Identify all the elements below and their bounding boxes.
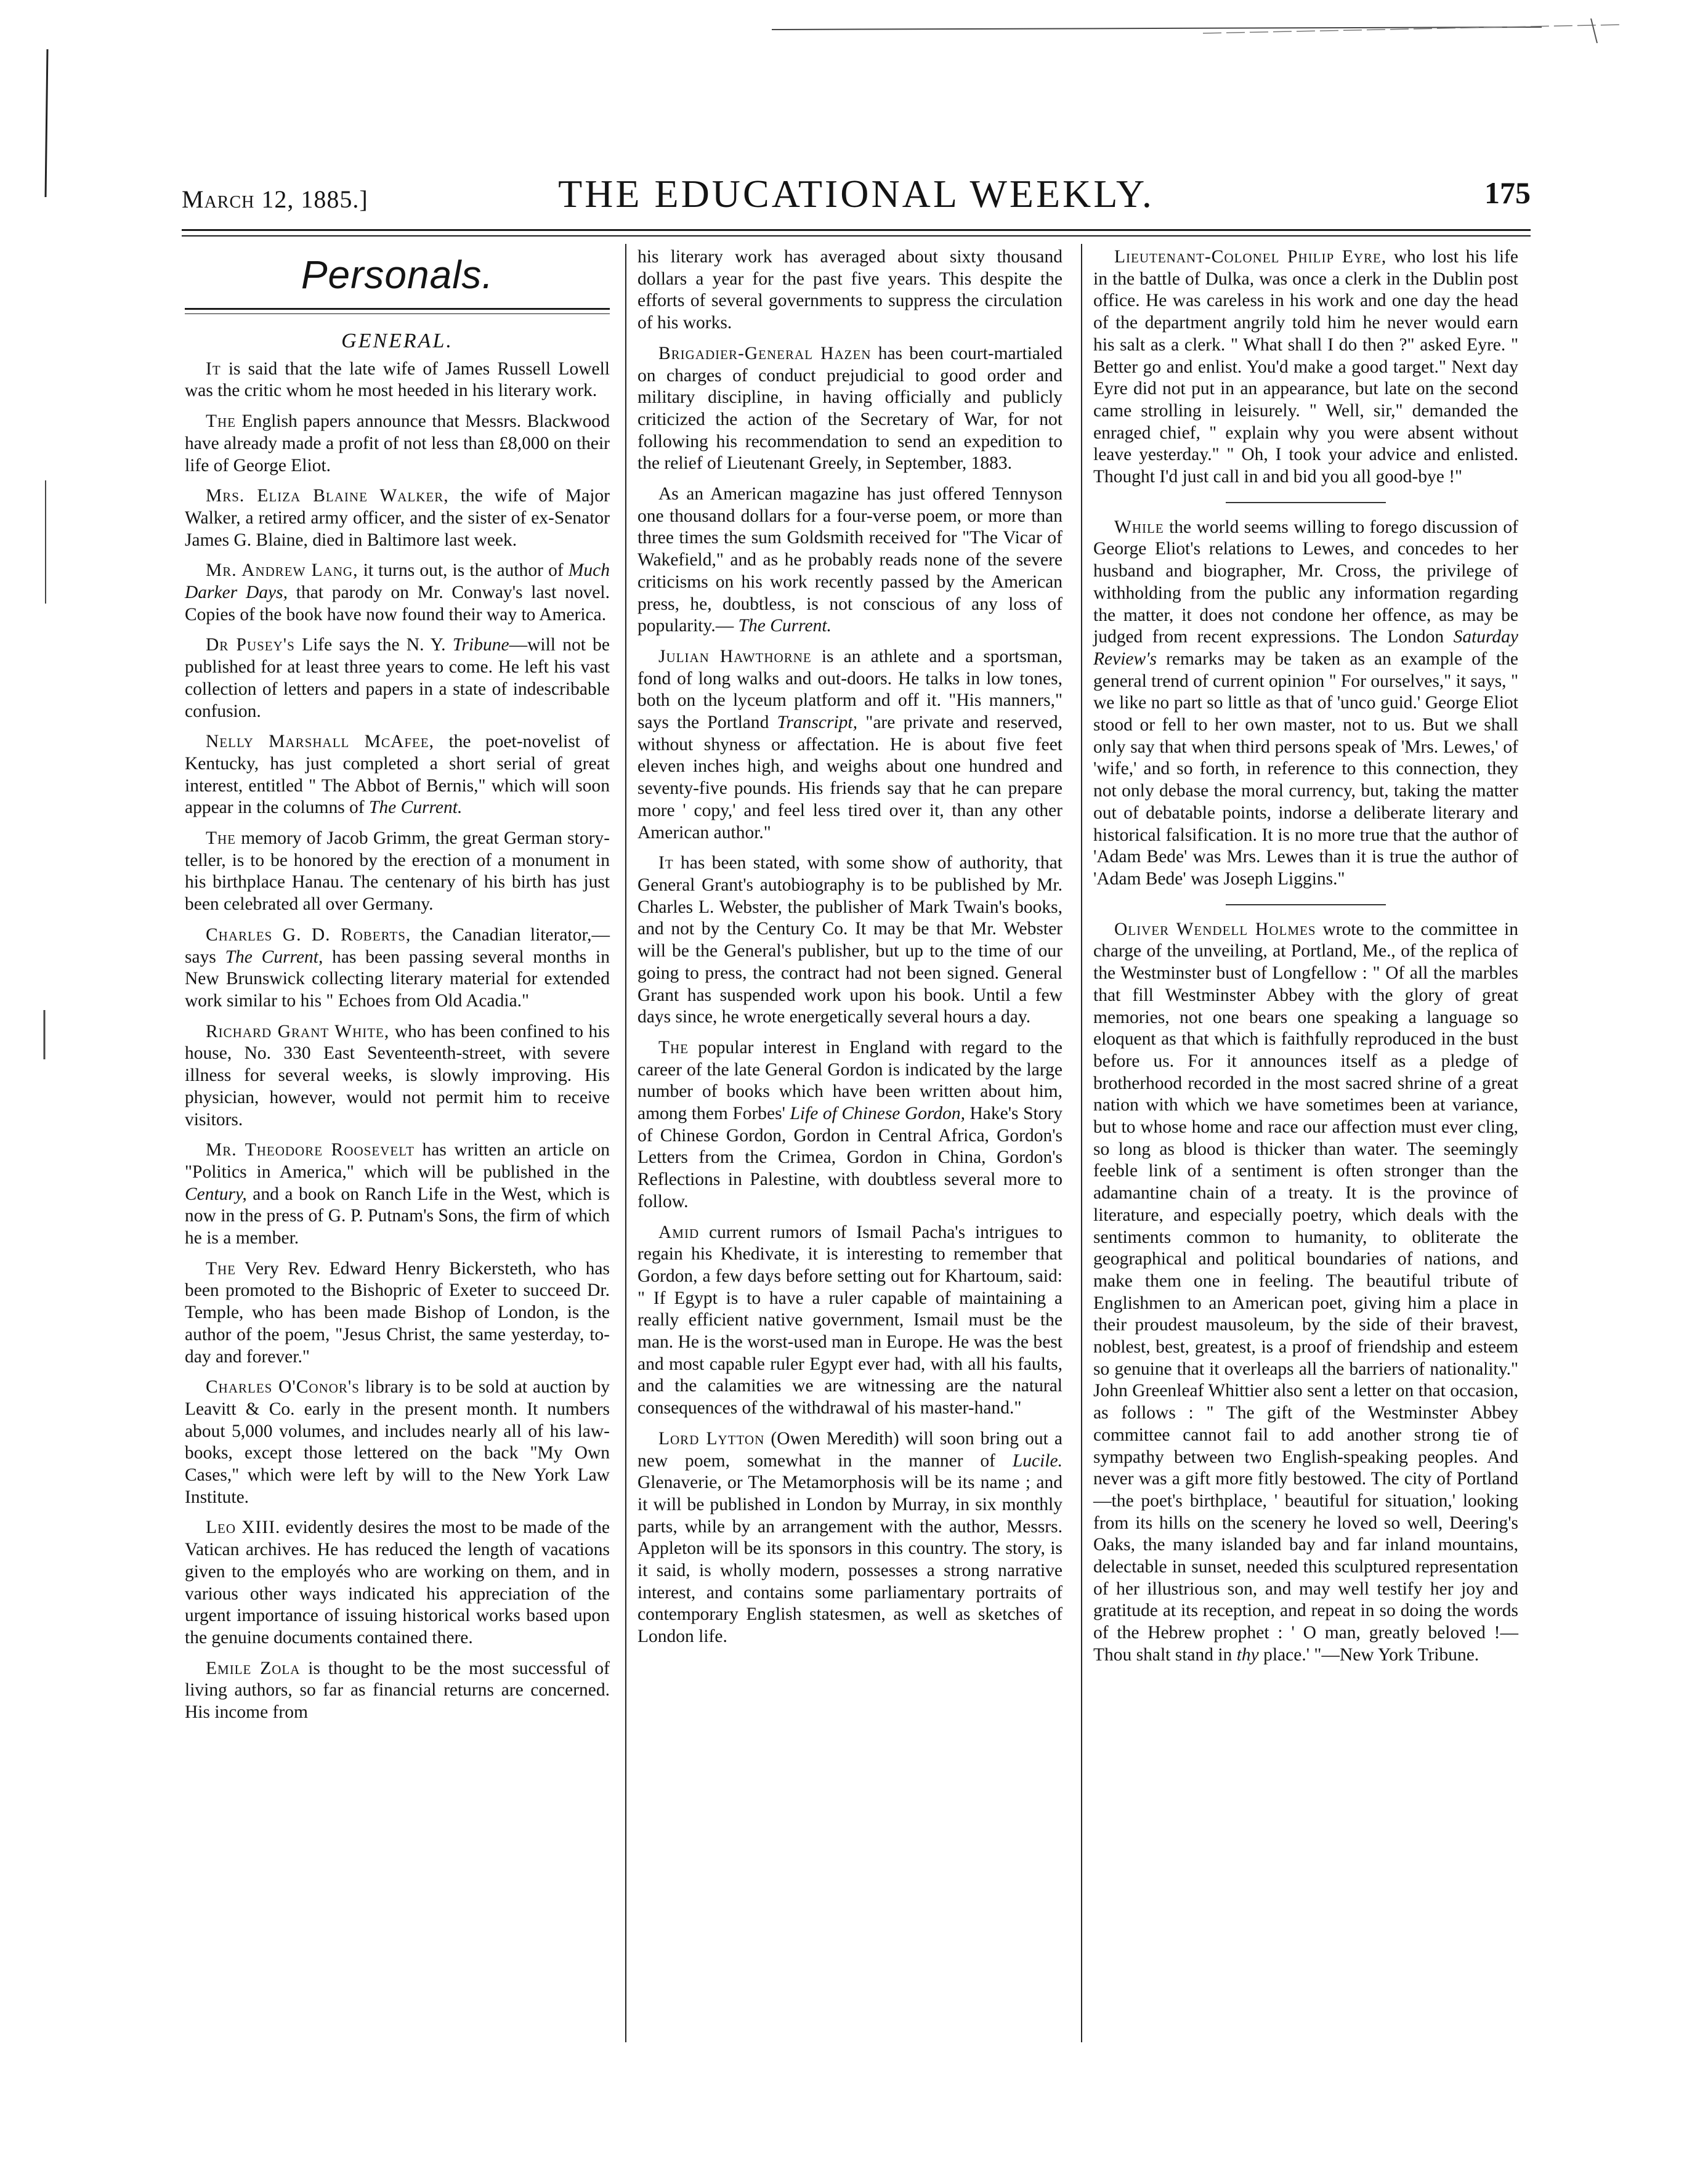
article-item <box>637 852 1062 1029</box>
item-separator <box>1226 502 1386 503</box>
item-text: is thought to be the most successful of living authors, so far as financial returns are concerned. His income from <box>185 1658 610 1723</box>
article-item <box>1093 246 1518 488</box>
item-text: is said that the late wife of James Russell Lowell was the critic whom he most heeded in his literary work. <box>185 358 610 401</box>
article-item <box>1093 919 1518 1667</box>
item-text: Very Rev. Edward Henry Bickersteth, who has been promoted to the Bishopric of Exeter to succeed Dr. Temple, who has been made Bishop of London, is the author of the poem, "Jesus Christ, the same yesterday, to-day and forever." <box>185 1258 610 1367</box>
item-text: place.' "—New York Tribune. <box>1258 1644 1479 1665</box>
item-text: the Canadian literator,—says <box>185 924 610 967</box>
item-italic: The Current. <box>738 616 832 636</box>
item-text: the wife of Major Walker, a retired army officer, and the sister of ex-Senator James G. Blaine, died in Baltimore last week. <box>185 486 610 550</box>
item-text: As an American magazine has just offered Tennyson one thousand dollars for a four-verse poem, or more than three times the sum Goldsmith received for "The Vicar of Wakefield," and as he probably reads none of the severe criticisms on his work recently passed by the American press, he, doubtless, is not conscious of any loss of popularity.— <box>637 484 1062 636</box>
item-text: evidently desires the most to be made of the Vatican archives. He has reduced the length of vacations given to the employés who are working on them, and in various other ways indicated his appreciation of the urgent importance of issuing historical works based upon the genuine documents contained there. <box>185 1518 610 1647</box>
item-lead: The <box>206 1258 237 1279</box>
article-item <box>637 343 1062 475</box>
item-italic: Saturday Review's <box>1093 627 1518 669</box>
article-item <box>185 1517 610 1649</box>
item-italic: Century, <box>185 1184 247 1204</box>
article-item <box>185 358 610 402</box>
item-lead: Leo XIII. <box>206 1518 281 1538</box>
article-item <box>637 1222 1062 1420</box>
item-text: is an athlete and a sportsman, fond of long walks and out-doors. He talks in low tones, both on the lyceum platform and off it. "His manners," says the Portland <box>637 646 1062 733</box>
column-divider-2 <box>1081 244 1082 2042</box>
item-lead: The <box>658 1037 689 1057</box>
item-lead: Amid <box>658 1222 700 1242</box>
item-text: has been court-martialed on charges of conduct prejudicial to good order and military discipline, in having officially and publicly criticized the action of the Secretary of War, for not following his recommendation to send an expedition to the relief of Lieutenant Greely, in September, 1883. <box>637 343 1062 474</box>
item-text: "are private and reserved, without shyness or affectation. He is about five feet eleven inches high, and weighs about one hundred and seventy-five pounds. His friends say that he can prepare more ' copy,' and feel less tired over it, than any other American author." <box>637 713 1062 843</box>
item-lead: Lord Lytton <box>658 1428 765 1449</box>
item-lead: The <box>206 828 237 849</box>
item-lead: Richard Grant White, <box>206 1021 390 1041</box>
item-lead: Oliver Wendell Holmes <box>1114 919 1316 939</box>
item-text: who lost his life in the battle of Dulka, was once a clerk in the Dublin post office. He was careless in his work and one day the head of the department angrily told him he never would earn his salt as a clerk. " What shall I do then ?" asked Eyre. " Better go and enlist. You'd make a good target." Next day Eyre did not put in an appearance, but late on the second came strolling in leisurely. " Well, sir," demanded the enraged chief, " explain why you were absent without leave yesterday." " Oh, I took your advice and enlisted. Thought I'd just call in and bid you all good-bye !" <box>1093 247 1518 487</box>
article-item <box>185 1258 610 1368</box>
column-divider-1 <box>625 244 626 2042</box>
publication-title: THE EDUCATIONAL WEEKLY. <box>558 172 1154 216</box>
item-text: memory of Jacob Grimm, the great German story-teller, is to be honored by the erection of a monument in his birthplace Hanau. The centenary of his birth has just been celebrated all over Germany. <box>185 828 610 915</box>
issue-date: March 12, 1885.] <box>182 185 368 213</box>
item-lead: Mr. Andrew Lang, <box>206 560 358 581</box>
item-text: popular interest in England with regard to the career of the late General Gordon is indicated by the large number of books which have been written about him, among them Forbes' <box>637 1037 1062 1124</box>
article-item <box>185 1139 610 1250</box>
article-item <box>637 646 1062 844</box>
item-text: wrote to the committee in charge of the unveiling, at Portland, Me., of the replica of the Westminster bust of Longfellow : " Of all the marbles that fill Westminster Abbey with the glory of great memories, not one bears one speaking a language so eloquent as that which is faithfully reproduced in the bust before us. For it announces itself as a pledge of brotherhood recorded in the most sacred shrine of a great nation with which we have sometimes been at variance, but to whose home and race our affection must ever cling, so long as blood is thicker than water. The seemingly feeble link of a sentiment is often stronger than the adamantine chain of a treaty. It is the province of literature, and especially poetry, which deals with the sentiments common to humanity, to obliterate the geographical and political boundaries of nations, and make them one in feeling. The beautiful tribute of Englishmen to an American poet, giving him a place in their proudest mausoleum, by the side of their bravest, noblest, best, greatest, is a proof of friendship and esteem so genuine that it overleaps all the barriers of nationality." John Greenleaf Whittier also sent a letter on that occasion, as follows : " The gift of the Westminster Abbey committee cannot fail to add another strong tie of sympathy between two English-speaking peoples. And never was a gift more fitly bestowed. The city of Portland—the poet's birthplace, ' beautiful for situation,' looking from its hills on the scenery he loved so well, Deering's Oaks, the many islanded bay and far inland mountains, delectable in sunset, needed this sculptured representation of her illustrious son, and may well testify her joy and gratitude at its reception, and repeat in so doing the words of the Hebrew prophet : ' O man, greatly beloved !— Thou shalt stand in <box>1093 919 1518 1665</box>
article-item <box>185 485 610 551</box>
article-item <box>185 828 610 916</box>
item-italic: Life of Chinese Gordon, <box>790 1104 965 1124</box>
article-item <box>1093 517 1518 891</box>
binding-edge-mark <box>38 49 57 1059</box>
page-number: 175 <box>1484 176 1531 210</box>
item-text: current rumors of Ismail Pacha's intrigues to regain his Khedivate, it is interesting to remember that Gordon, a few days before setting out for Khartoum, said: " If Egypt is to have a ruler capable of maintaining a really efficient native government, Ismail must be the man. He is the worst-used man in Europe. He was the best and most capable ruler Egypt ever had, with all his faults, and the calamities we are witnessing are the natural consequences of the withdrawal of his master-hand." <box>637 1222 1062 1418</box>
subsection-title: GENERAL. <box>341 329 453 352</box>
item-lead: It <box>206 358 221 379</box>
column-2 <box>637 246 1062 1657</box>
section-rule <box>185 308 610 314</box>
item-italic: Transcript, <box>777 713 858 733</box>
item-lead: Charles G. D. Roberts, <box>206 924 411 945</box>
item-text: it turns out, is the author of <box>358 560 569 581</box>
item-text: has written an article on "Politics in America," which will be published in the <box>185 1140 610 1182</box>
item-text: Life says the N. Y. <box>294 635 453 655</box>
item-lead: Julian Hawthorne <box>658 646 812 666</box>
article-continuation: his literary work has averaged about sixty thousand dollars a year for the past five years. This despite the efforts of several governments to suppress the circulation of his works. <box>637 247 1062 333</box>
scan-artifact-mark <box>772 18 1634 43</box>
item-lead: Lieutenant-Colonel Philip Eyre, <box>1114 247 1387 267</box>
section-title: Personals. <box>301 253 494 297</box>
item-italic: Much Darker Days, <box>185 560 610 603</box>
item-text: that parody on Mr. Conway's last novel. Copies of the book have now found their way to America. <box>185 583 610 625</box>
item-text: library is to be sold at auction by Leavitt & Co. early in the present month. It numbers about 5,000 volumes, and includes nearly all of his law-books, except those lettered on the back "My Own Cases," which were left by will to the New York Law Institute. <box>185 1377 610 1507</box>
item-lead: Dr Pusey's <box>206 635 295 655</box>
item-italic: The Current, <box>225 947 323 967</box>
item-text: remarks may be taken as an example of the general trend of current opinion " For ourselves," it says, " we like no part so little as that of 'unco guid.' George Eliot stood or fell to her own master, not to us. But we shall only say that when third persons speak of 'Mrs. Lewes,' of 'wife,' and so forth, in reference to this connection, they not only debase the moral currency, but, taking the matter out of debatable points, indorse a deliberate literary and historical falsification. It is no more true that the author of 'Adam Bede' was Mrs. Lewes than it is true the author of 'Adam Bede' was Joseph Liggins." <box>1093 649 1518 889</box>
item-lead: Mr. Theodore Roosevelt <box>206 1140 415 1160</box>
article-item <box>185 731 610 819</box>
item-text: and a book on Ranch Life in the West, which is now in the press of G. P. Putnam's Sons, the firm of which he is a member. <box>185 1184 610 1248</box>
article-item <box>185 634 610 722</box>
item-text: (Owen Meredith) will soon bring out a new poem, somewhat in the manner of <box>637 1428 1062 1471</box>
item-italic: Tribune <box>452 635 509 655</box>
item-lead: The <box>206 411 237 432</box>
item-lead: While <box>1114 517 1164 537</box>
item-text: has been stated, with some show of authority, that General Grant's autobiography is to be published by Mr. Charles L. Webster, the publisher of Mark Twain's books, and not by the Century Co. It may be that Mr. Webster will be the General's publisher, but up to the time of our going to press, the contract had not been signed. General Grant has suspended work upon his book. Until a few days since, he wrote energetically several hours a day. <box>637 853 1062 1027</box>
header-rule-bottom <box>182 235 1531 237</box>
item-text: English papers announce that Messrs. Blackwood have already made a profit of not less than £8,000 on their life of George Eliot. <box>185 411 610 475</box>
article-item <box>185 1021 610 1131</box>
item-lead: Nelly Marshall McAfee, <box>206 732 435 752</box>
masthead <box>182 171 1531 220</box>
item-text: has been passing several months in New Brunswick collecting literary material for extended work similar to his " Echoes from Old Acadia." <box>185 947 610 1011</box>
item-lead: It <box>658 853 674 873</box>
item-italic: Lucile. <box>1012 1450 1062 1471</box>
column-3 <box>1093 246 1518 1675</box>
article-item <box>637 1428 1062 1648</box>
item-italic: thy <box>1236 1644 1259 1665</box>
item-text: the world seems willing to forego discussion of George Eliot's relations to Lewes, and concedes to her husband and biographer, Mr. Cross, the privilege of withholding from the public any information regarding the matter, it does not condone her offence, as may be judged from recent expressions. The London <box>1093 517 1518 647</box>
item-separator <box>1226 904 1386 905</box>
header-rule-top <box>182 229 1531 231</box>
article-item <box>185 924 610 1013</box>
item-text: Hake's Story of Chinese Gordon, Gordon in Central Africa, Gordon's Letters from the Crimea, Gordon in China, Gordon's Reflections in Palestine, with doubtless several more to follow. <box>637 1104 1062 1211</box>
article-item <box>637 483 1062 637</box>
item-italic: The Current. <box>369 798 463 818</box>
article-item <box>185 411 610 477</box>
column-1 <box>185 246 610 1732</box>
article-item <box>185 560 610 626</box>
item-lead: Mrs. Eliza Blaine Walker, <box>206 486 449 506</box>
article-item <box>185 1658 610 1724</box>
item-text: Glenaverie, or The Metamorphosis will be its name ; and it will be published in London by Murray, in six monthly parts, while by an arrangement with the author, Messrs. Appleton will be its sponsors in this country. The story, is it said, is wholly modern, possesses a strong narrative interest, and contains some parliamentary portraits of contemporary English statesmen, as well as sketches of London life. <box>637 1473 1062 1647</box>
item-lead: Charles O'Conor's <box>206 1377 360 1397</box>
item-text: —will not be published for at least three years to come. He left his vast collection of letters and papers in a state of indescribable confusion. <box>185 635 610 721</box>
item-lead: Emile Zola <box>206 1658 301 1678</box>
item-text: the poet-novelist of Kentucky, has just completed a short serial of great interest, entitled " The Abbot of Bernis," which will soon appear in the columns of <box>185 732 610 818</box>
article-item <box>185 1377 610 1508</box>
item-lead: Brigadier-General Hazen <box>658 343 872 363</box>
article-item <box>637 1037 1062 1213</box>
item-text: who has been confined to his house, No. 330 East Seventeenth-street, with severe illness for several weeks, is slowly improving. His physician, however, would not permit him to receive visitors. <box>185 1021 610 1130</box>
